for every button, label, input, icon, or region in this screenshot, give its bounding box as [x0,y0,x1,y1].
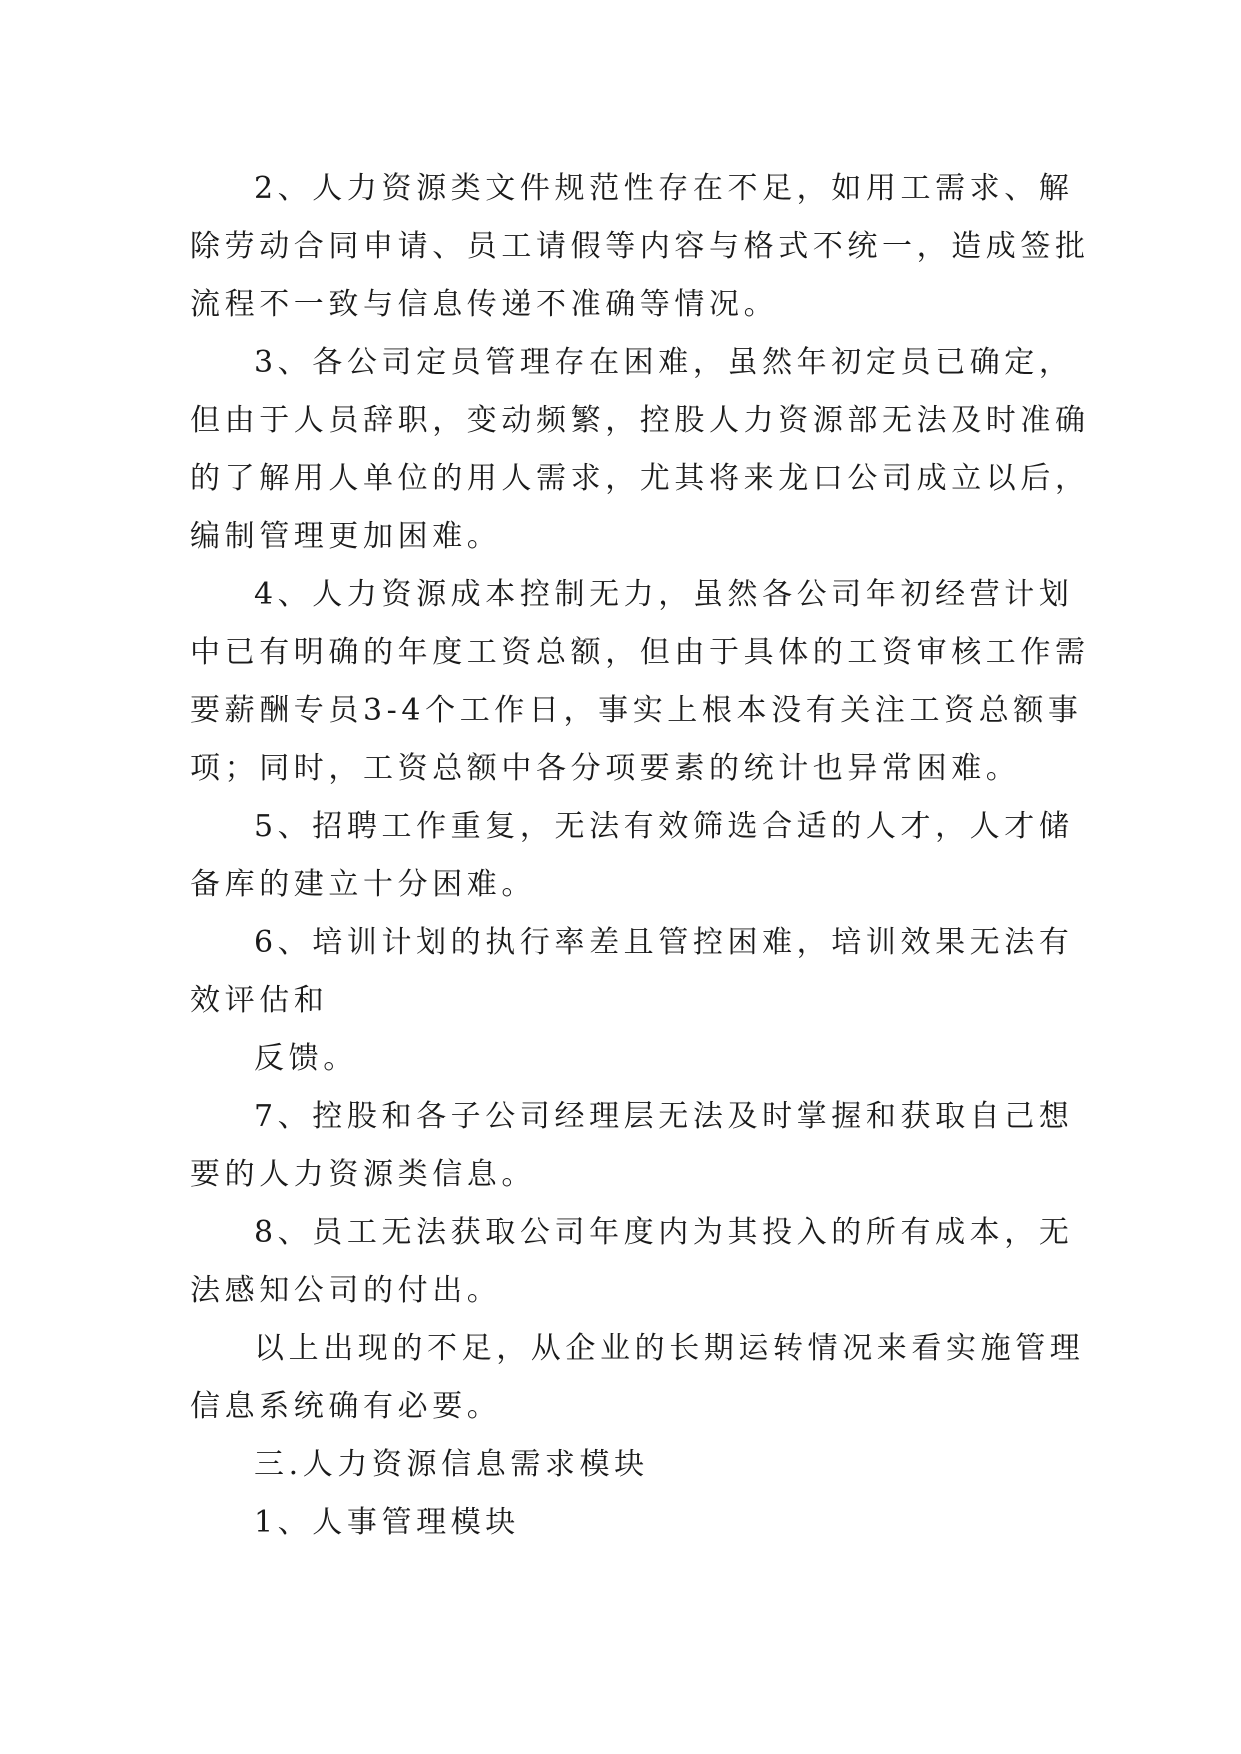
text-line: 除劳动合同申请、员工请假等内容与格式不统一，造成签批 [190,229,1090,264]
text-line: 信息系统确有必要。 [190,1389,502,1424]
paragraph-summary [190,1320,1085,1436]
text-line: 但由于人员辞职，变动频繁，控股人力资源部无法及时准确 [190,403,1090,438]
text-line: 4、人力资源成本控制无力，虽然各公司年初经营计划 [254,577,1074,612]
text-line: 2、人力资源类文件规范性存在不足，如用工需求、解 [254,171,1074,206]
document-body [190,160,1090,1552]
heading-line: 1、人事管理模块 [254,1505,520,1540]
text-line: 3、各公司定员管理存在困难，虽然年初定员已确定， [254,345,1074,380]
text-line: 要的人力资源类信息。 [190,1157,536,1192]
text-line: 法感知公司的付出。 [190,1273,502,1308]
text-line: 要薪酬专员3-4个工作日，事实上根本没有关注工资总额事 [190,693,1083,728]
text-line: 的了解用人单位的用人需求，尤其将来龙口公司成立以后， [190,461,1090,496]
text-line: 备库的建立十分困难。 [190,867,536,902]
text-line: 项；同时，工资总额中各分项要素的统计也异常困难。 [190,751,1021,786]
text-line: 8、员工无法获取公司年度内为其投入的所有成本，无 [254,1215,1074,1250]
paragraph-5 [190,798,1074,914]
text-line: 以上出现的不足，从企业的长期运转情况来看实施管理 [254,1331,1085,1366]
paragraph-6 [190,914,1074,1030]
paragraph-3 [190,334,1090,566]
paragraph-4 [190,566,1090,798]
paragraph-8 [190,1204,1074,1320]
text-line: 6、培训计划的执行率差且管控困难，培训效果无法有 [254,925,1074,960]
text-line: 中已有明确的年度工资总额，但由于具体的工资审核工作需 [190,635,1090,670]
paragraph-2 [190,160,1090,334]
text-line: 反馈。 [254,1041,358,1076]
text-line: 效评估和 [190,983,329,1018]
subsection-heading-1 [190,1494,1060,1552]
text-line: 流程不一致与信息传递不准确等情况。 [190,287,779,322]
text-line: 编制管理更加困难。 [190,519,502,554]
text-line: 7、控股和各子公司经理层无法及时掌握和获取自己想 [254,1099,1074,1134]
heading-line: 三.人力资源信息需求模块 [254,1447,649,1482]
text-line: 5、招聘工作重复，无法有效筛选合适的人才，人才储 [254,809,1074,844]
section-heading-3 [190,1436,1060,1494]
paragraph-6-continuation [190,1030,1060,1088]
paragraph-7 [190,1088,1074,1204]
